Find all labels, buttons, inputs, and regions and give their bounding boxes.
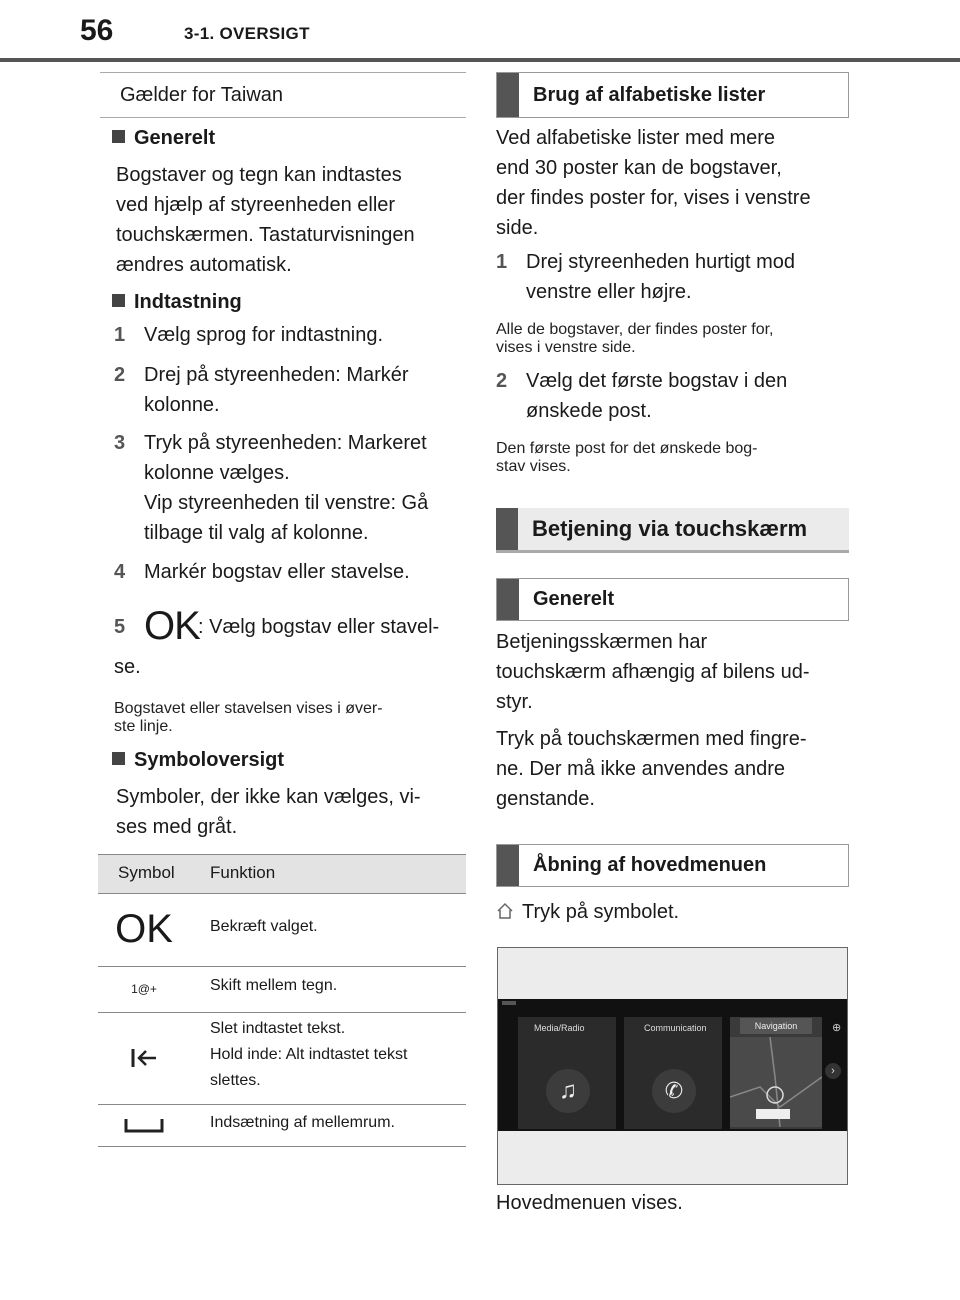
cell-text: Hold inde: Alt indtastet tekst (210, 1046, 408, 1063)
line: ved hjælp af styreenheden eller (116, 194, 396, 216)
line: end 30 poster kan de bogstaver, (496, 157, 782, 179)
cell-text: Slet indtastet tekst. (210, 1020, 346, 1037)
line: ne. Der må ikke anvendes andre (496, 758, 786, 780)
result-text (496, 1188, 856, 1218)
heading-input (112, 291, 242, 314)
step-number: 3 (114, 432, 126, 454)
section-title: 3-1. OVERSIGT (184, 24, 310, 43)
table-header (98, 854, 466, 894)
line: stav vises. (496, 458, 571, 475)
line: kolonne. (144, 394, 220, 416)
home-icon (496, 899, 514, 929)
table-row (98, 966, 466, 1013)
heading-symbols-text: Symboloversigt (134, 749, 285, 771)
tile-navigation[interactable] (730, 1017, 822, 1129)
cell-text: slettes. (210, 1072, 261, 1089)
main-menu-screenshot (497, 947, 848, 1185)
step-4 (114, 557, 464, 587)
heading-main-menu (496, 844, 849, 887)
line: Vælg sprog for indtastning. (144, 324, 384, 346)
heading-general-text: Generelt (134, 127, 216, 149)
chevron-right-icon[interactable]: › (825, 1063, 841, 1079)
step-2 (114, 360, 464, 420)
line: Vælg det første bogstav i den (526, 370, 788, 392)
taiwan-note-text: Gælder for Taiwan (120, 84, 284, 106)
tile-communication[interactable] (624, 1017, 722, 1129)
alpha-note-1 (496, 321, 856, 357)
globe-icon[interactable]: ⊕ (832, 1022, 842, 1034)
line: touchskærm afhængig af bilens ud- (496, 661, 810, 683)
heading-bar (497, 845, 519, 886)
heading-touchscreen (496, 508, 849, 553)
line: side. (496, 217, 539, 239)
touch-paragraph-2 (496, 724, 856, 814)
tile-label: Media/Radio (534, 1023, 585, 1033)
line: vises i venstre side. (496, 339, 636, 356)
step-number: 5 (114, 616, 126, 638)
line: Alle de bogstaver, der findes poster for, (496, 321, 774, 338)
alpha-note-2 (496, 440, 856, 476)
line: venstre eller højre. (526, 281, 692, 303)
symbols-paragraph (116, 782, 466, 842)
col-function: Funktion (210, 863, 276, 882)
tile-label: Communication (644, 1023, 707, 1033)
page-number: 56 (80, 14, 114, 47)
heading-bar (497, 579, 519, 620)
table-row (98, 1012, 466, 1105)
heading-touch-text: Betjening via touchskærm (532, 516, 808, 541)
step-5-text: : Vælg bogstav eller stavel- (198, 616, 440, 638)
line: kolonne vælges. (144, 462, 290, 484)
line: Betjeningsskærmen har (496, 631, 708, 653)
tile-label: Navigation (740, 1018, 812, 1034)
line: der findes poster for, vises i venstre (496, 187, 811, 209)
tile-media[interactable] (518, 1017, 616, 1129)
bullet-square-icon (112, 130, 125, 143)
bullet-square-icon (112, 294, 125, 307)
step-number: 1 (496, 251, 508, 273)
line: Bogstaver og tegn kan indtastes (116, 164, 402, 186)
tap-instruction (496, 897, 856, 929)
space-icon (98, 1104, 190, 1146)
tap-text: Tryk på symbolet. (522, 901, 680, 923)
step-number: 2 (114, 364, 126, 386)
line: Tryk på styreenheden: Markeret (144, 432, 427, 454)
step-number: 4 (114, 561, 126, 583)
table-row (98, 892, 466, 967)
touch-paragraph-1 (496, 627, 856, 717)
heading-mainmenu-text: Åbning af hovedmenuen (533, 854, 767, 876)
heading-general (112, 127, 215, 150)
step-1 (114, 320, 464, 350)
heading-bar (497, 73, 519, 117)
table-row (98, 1104, 466, 1147)
heading-bar (496, 508, 518, 550)
line: ses med gråt. (116, 816, 238, 838)
step-number: 1 (114, 324, 126, 346)
line: ønskede post. (526, 400, 652, 422)
result-line: Hovedmenuen vises. (496, 1192, 683, 1214)
step-3 (114, 428, 464, 548)
ok-icon: OK (115, 906, 173, 951)
heading-symbols (112, 749, 284, 772)
heading-general-2 (496, 578, 849, 621)
header-rule (0, 58, 960, 62)
cell-text: Bekræft valget. (210, 918, 318, 935)
ok-icon: OK (144, 604, 200, 648)
cell-text: Indsætning af mellemrum. (210, 1114, 395, 1131)
line: styr. (496, 691, 533, 713)
line: Tryk på touchskærmen med fingre- (496, 728, 807, 750)
line: Bogstavet eller stavelsen vises i øver- (114, 700, 383, 717)
line: tilbage til valg af kolonne. (144, 522, 369, 544)
heading-alpha-lists (496, 72, 849, 118)
switch-chars-icon: 1@+ (131, 982, 157, 996)
delete-text-icon (98, 1012, 190, 1104)
general-paragraph (116, 160, 466, 280)
step-5-text-cont: se. (114, 656, 141, 678)
line: Symboler, der ikke kan vælges, vi- (116, 786, 421, 808)
line: genstande. (496, 788, 595, 810)
cell-text: Skift mellem tegn. (210, 977, 338, 994)
alpha-step-1 (496, 247, 856, 307)
bullet-square-icon (112, 752, 125, 765)
line: Drej på styreenheden: Markér (144, 364, 409, 386)
col-symbol: Symbol (118, 863, 175, 882)
line: Den første post for det ønskede bog- (496, 440, 758, 457)
status-icon (502, 1001, 516, 1005)
heading-alpha-text: Brug af alfabetiske lister (533, 83, 766, 106)
line: Vip styreenheden til venstre: Gå (144, 492, 429, 514)
line: ændres automatisk. (116, 254, 292, 276)
heading-input-text: Indtastning (134, 291, 242, 313)
alpha-step-2 (496, 366, 856, 426)
music-icon: ♫ (546, 1069, 590, 1113)
line: touchskærmen. Tastaturvisningen (116, 224, 415, 246)
display-area (498, 999, 847, 1131)
line: ste linje. (114, 718, 173, 735)
line: Ved alfabetiske lister med mere (496, 127, 776, 149)
note (114, 700, 464, 736)
heading-general2-text: Generelt (533, 588, 615, 610)
step-number: 2 (496, 370, 508, 392)
line: Drej styreenheden hurtigt mod (526, 251, 796, 273)
taiwan-note (100, 72, 466, 118)
line: Markér bogstav eller stavelse. (144, 561, 410, 583)
phone-icon: ✆ (652, 1069, 696, 1113)
alpha-paragraph (496, 123, 856, 243)
